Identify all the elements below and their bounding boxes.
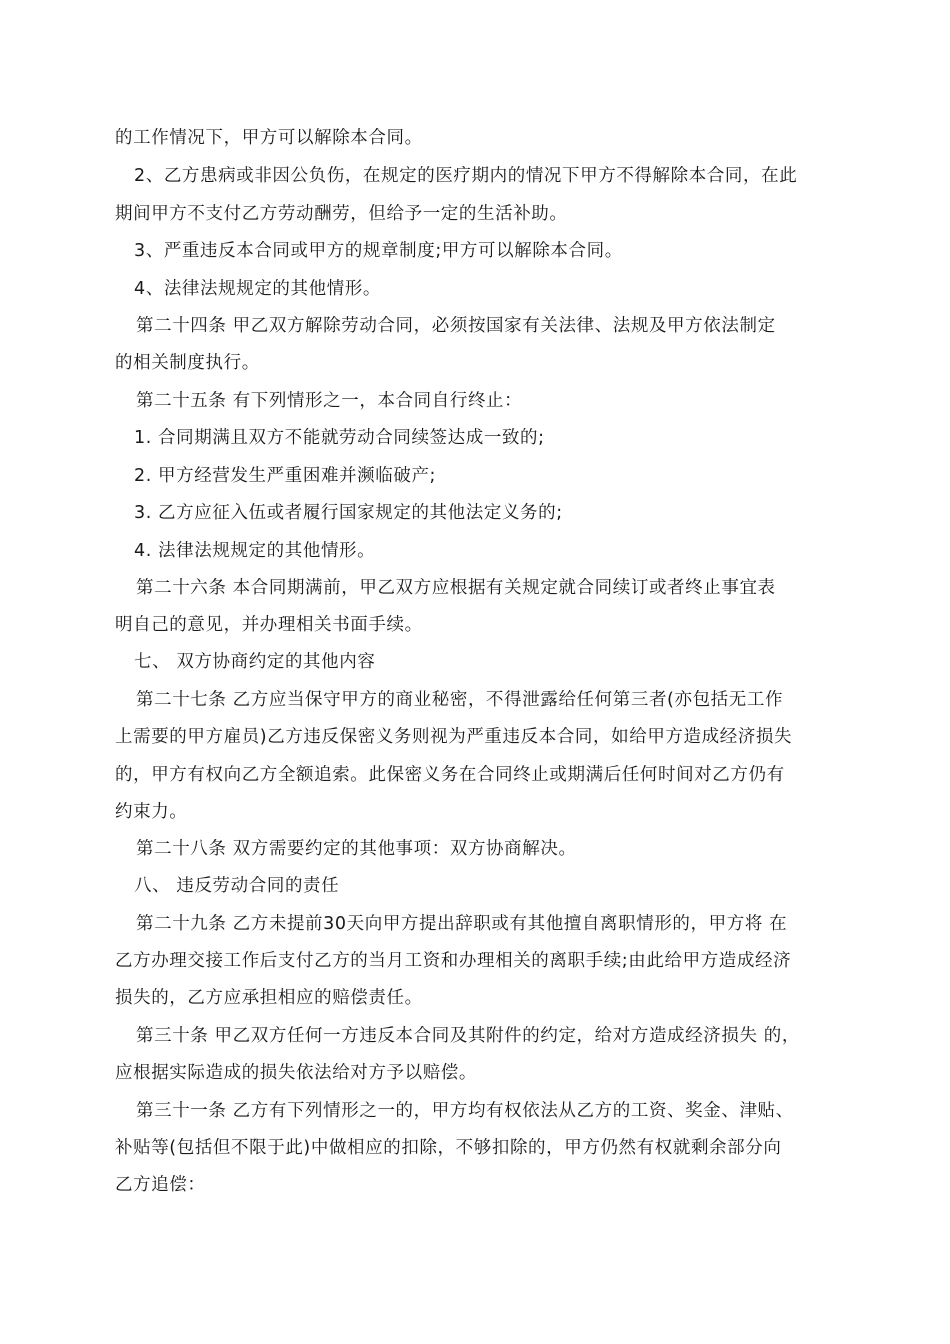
text-line: 1. 合同期满且双方不能就劳动合同续签达成一致的; bbox=[134, 428, 545, 448]
text-line: 3、严重违反本合同或甲方的规章制度;甲方可以解除本合同。 bbox=[134, 241, 623, 261]
text-line: 约束力。 bbox=[115, 802, 188, 822]
text-line: 2. 甲方经营发生严重困难并濒临破产; bbox=[134, 466, 437, 486]
text-line: 第二十九条 乙方未提前30天向甲方提出辞职或有其他擅自离职情形的，甲方将 在 bbox=[136, 914, 788, 934]
section-heading: 八、 违反劳动合同的责任 bbox=[134, 876, 340, 896]
text-line: 3. 乙方应征入伍或者履行国家规定的其他法定义务的; bbox=[134, 503, 563, 523]
text-line: 2、乙方患病或非因公负伤，在规定的医疗期内的情况下甲方不得解除本合同，在此 bbox=[134, 166, 798, 186]
text-line: 补贴等(包括但不限于此)中做相应的扣除，不够扣除的，甲方仍然有权就剩余部分向 bbox=[115, 1138, 782, 1158]
text-line: 第二十六条 本合同期满前，甲乙双方应根据有关规定就合同续订或者终止事宜表 bbox=[136, 578, 776, 598]
text-line: 的相关制度执行。 bbox=[115, 353, 260, 373]
text-line: 第二十八条 双方需要约定的其他事项：双方协商解决。 bbox=[136, 839, 577, 859]
text-line: 第三十条 甲乙双方任何一方违反本合同及其附件的约定，给对方造成经济损失 的， bbox=[136, 1026, 800, 1046]
text-line: 的工作情况下，甲方可以解除本合同。 bbox=[115, 128, 423, 148]
text-line: 应根据实际造成的损失依法给对方予以赔偿。 bbox=[115, 1063, 477, 1083]
text-line: 第二十四条 甲乙双方解除劳动合同，必须按国家有关法律、法规及甲方依法制定 bbox=[136, 316, 776, 336]
text-line: 的，甲方有权向乙方全额追索。此保密义务在合同终止或期满后任何时间对乙方仍有 bbox=[115, 765, 785, 785]
text-line: 明自己的意见，并办理相关书面手续。 bbox=[115, 615, 423, 635]
text-line: 损失的，乙方应承担相应的赔偿责任。 bbox=[115, 988, 423, 1008]
text-line: 4. 法律法规规定的其他情形。 bbox=[134, 541, 376, 561]
text-line: 4、法律法规规定的其他情形。 bbox=[134, 279, 382, 299]
text-line: 上需要的甲方雇员)乙方违反保密义务则视为严重违反本合同，如给甲方造成经济损失 bbox=[115, 727, 793, 747]
text-line: 乙方追偿： bbox=[115, 1175, 206, 1195]
text-line: 乙方办理交接工作后支付乙方的当月工资和办理相关的离职手续;由此给甲方造成经济 bbox=[115, 951, 792, 971]
text-line: 期间甲方不支付乙方劳动酬劳，但给予一定的生活补助。 bbox=[115, 204, 568, 224]
section-heading: 七、 双方协商约定的其他内容 bbox=[134, 652, 376, 672]
text-line: 第二十五条 有下列情形之一，本合同自行终止： bbox=[136, 391, 523, 411]
text-line: 第三十一条 乙方有下列情形之一的，甲方均有权依法从乙方的工资、奖金、津贴、 bbox=[136, 1101, 794, 1121]
text-line: 第二十七条 乙方应当保守甲方的商业秘密，不得泄露给任何第三者(亦包括无工作 bbox=[136, 690, 784, 710]
